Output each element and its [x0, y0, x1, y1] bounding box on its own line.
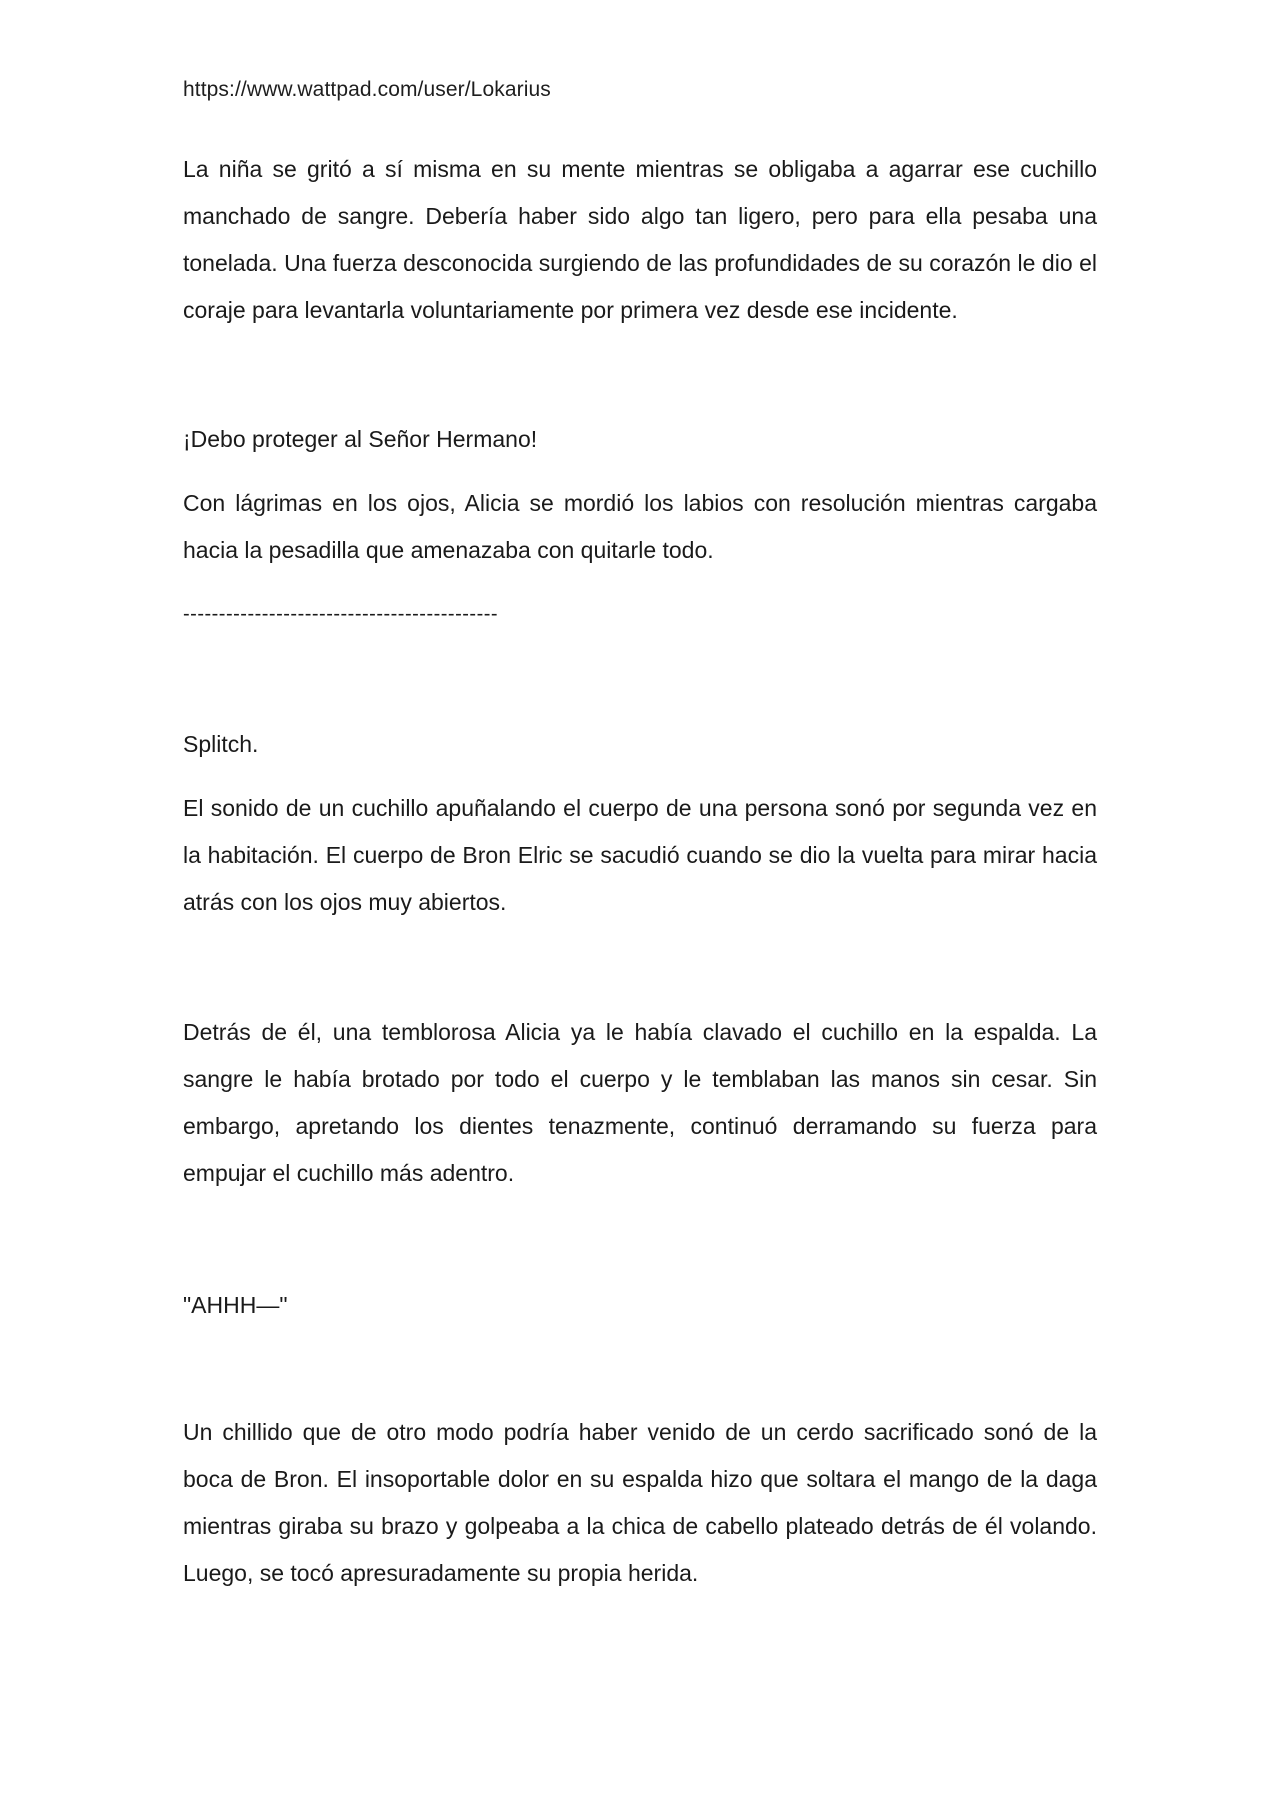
section-divider: -------------------------------------------- [183, 603, 499, 625]
paragraph-1: La niña se gritó a sí misma en su mente mientras se obligaba a agarrar ese cuchillo manchado de sangre. Debería haber sido algo tan ligero, pero para ella pesaba una tonelada. Una fuerza desconocida surgiendo de las profundidades de su corazón le dio el coraje para levantarla voluntariamente por primera vez desde ese incidente. [183, 156, 1097, 323]
paragraph-2: ¡Debo proteger al Señor Hermano! [183, 426, 538, 452]
paragraph-3: Con lágrimas en los ojos, Alicia se mordió los labios con resolución mientras cargaba hacia la pesadilla que amenazaba con quitarle todo. [183, 490, 1097, 563]
paragraph-5: El sonido de un cuchillo apuñalando el cuerpo de una persona sonó por segunda vez en la habitación. El cuerpo de Bron Elric se sacudió cuando se dio la vuelta para mirar hacia atrás con los ojos muy abiertos. [183, 795, 1097, 915]
paragraph-8: Un chillido que de otro modo podría haber venido de un cerdo sacrificado sonó de la boca de Bron. El insoportable dolor en su espalda hizo que soltara el mango de la daga mientras giraba su brazo y golpeaba a la chica de cabello plateado detrás de él volando. Luego, se tocó apresuradamente su propia herida. [183, 1419, 1097, 1586]
paragraph-4: Splitch. [183, 731, 259, 757]
paragraph-6: Detrás de él, una temblorosa Alicia ya le había clavado el cuchillo en la espalda. La sangre le había brotado por todo el cuerpo y le temblaban las manos sin cesar. Sin embargo, apretando los dientes tenazmente, continuó derramando su fuerza para empujar el cuchillo más adentro. [183, 1019, 1097, 1186]
document-page [183, 0, 1097, 1810]
paragraph-7: "AHHH—" [183, 1292, 288, 1318]
header-url: https://www.wattpad.com/user/Lokarius [183, 78, 551, 101]
